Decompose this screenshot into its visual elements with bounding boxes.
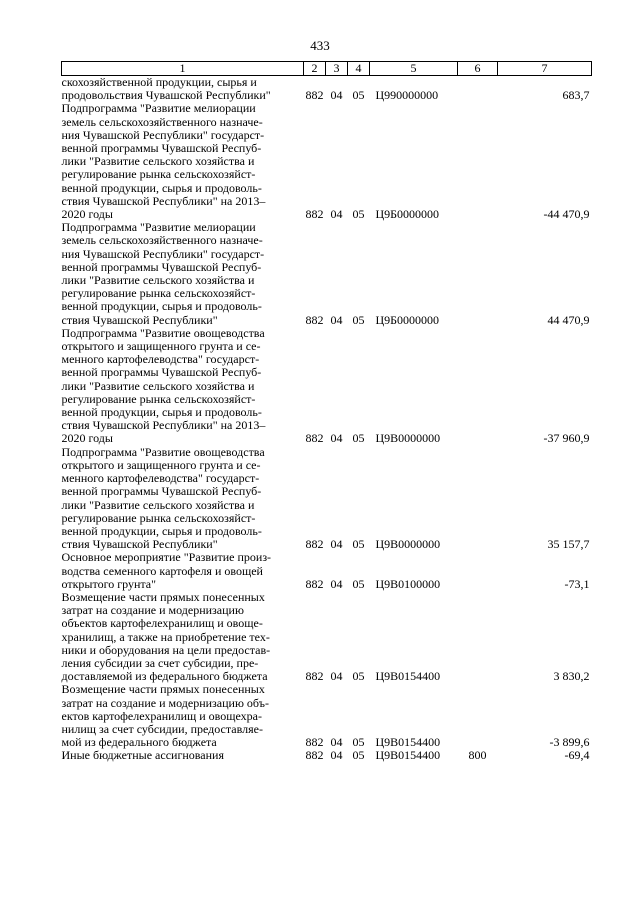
description-line: 2020 годы [61, 431, 113, 446]
description-line: ления субсидии за счет субсидии, пре- [61, 655, 259, 670]
page-number: 433 [310, 38, 330, 53]
target-article-code: Ц9В0100000 [375, 576, 441, 591]
subsection-code: 05 [352, 669, 365, 684]
row-description [62, 221, 304, 327]
description-line: доставляемой из федерального бюджета [61, 669, 268, 684]
column-header: 5 [370, 62, 458, 76]
table-body [62, 76, 592, 763]
row-description [62, 749, 304, 762]
amount-value: 44 470,9 [547, 312, 590, 327]
description-line: ния Чувашской Республики" государст- [61, 246, 265, 261]
row-description [62, 327, 304, 446]
row-description [62, 446, 304, 552]
column-header: 3 [326, 62, 348, 76]
amount-value: 683,7 [562, 88, 590, 103]
description-line: менного картофелеводства" государст- [61, 352, 260, 367]
budget-table [61, 61, 592, 763]
amount-value: 35 157,7 [547, 537, 590, 552]
description-line: лики "Развитие сельского хозяйства и [61, 378, 255, 393]
expense-type-code [458, 102, 498, 221]
expense-type-code [458, 446, 498, 552]
amount-value: -3 899,6 [549, 735, 590, 750]
description-line: регулирование рынка сельскохозяйст- [61, 286, 256, 301]
target-article-code: Ц9В0000000 [375, 537, 441, 552]
description-line: Подпрограмма "Развитие мелиорации [61, 101, 256, 116]
table-row [62, 221, 592, 327]
row-description [62, 591, 304, 683]
table-row [62, 102, 592, 221]
description-line: ствия Чувашской Республики" [61, 312, 218, 327]
description-line: венной программы Чувашской Респуб- [61, 141, 262, 156]
description-line: ектов картофелехранилищ и овощехра- [61, 708, 262, 723]
expense-type-code [458, 76, 498, 103]
description-line: Иные бюджетные ассигнования [61, 748, 224, 763]
description-line: венной программы Чувашской Респуб- [61, 259, 262, 274]
description-line: лики "Развитие сельского хозяйства и [61, 497, 255, 512]
ministry-code: 882 [305, 312, 324, 327]
expense-type-code [458, 683, 498, 749]
row-description [62, 102, 304, 221]
table-row [62, 76, 592, 103]
column-header: 1 [62, 62, 304, 76]
table-row [62, 749, 592, 762]
section-code: 04 [330, 576, 343, 591]
description-line: венной продукции, сырья и продоволь- [61, 180, 262, 195]
description-line: Подпрограмма "Развитие овощеводства [61, 444, 265, 459]
target-article-code: Ц990000000 [375, 88, 439, 103]
section-code: 04 [330, 748, 343, 763]
description-line: земель сельскохозяйственного назначе- [61, 114, 263, 129]
description-line: регулирование рынка сельскохозяйст- [61, 510, 256, 525]
ministry-code: 882 [305, 669, 324, 684]
subsection-code: 05 [352, 537, 365, 552]
description-line: ствия Чувашской Республики" [61, 537, 218, 552]
subsection-code: 05 [352, 748, 365, 763]
section-code: 04 [330, 88, 343, 103]
section-code: 04 [330, 669, 343, 684]
description-line: венной программы Чувашской Респуб- [61, 365, 262, 380]
description-line: скохозяйственной продукции, сырья и [61, 75, 257, 89]
description-line: Подпрограмма "Развитие овощеводства [61, 325, 265, 340]
description-line: ствия Чувашской Республики" на 2013– [61, 193, 266, 208]
ministry-code: 882 [305, 576, 324, 591]
description-line: ствия Чувашской Республики" на 2013– [61, 418, 266, 433]
description-line: Возмещение части прямых понесенных [61, 589, 265, 604]
ministry-code: 882 [305, 88, 324, 103]
description-line: земель сельскохозяйственного назначе- [61, 233, 263, 248]
description-line: 2020 годы [61, 207, 113, 222]
target-article-code: Ц9В0154400 [375, 735, 441, 750]
expense-type-code [458, 327, 498, 446]
description-line: открытого и защищенного грунта и се- [61, 457, 261, 472]
section-code: 04 [330, 735, 343, 750]
subsection-code: 05 [352, 735, 365, 750]
target-article-code: Ц9Б0000000 [375, 312, 440, 327]
subsection-code: 05 [352, 207, 365, 222]
target-article-code: Ц9Б0000000 [375, 207, 440, 222]
amount-value: 3 830,2 [553, 669, 590, 684]
description-line: лики "Развитие сельского хозяйства и [61, 273, 255, 288]
description-line: ники и оборудования на цели предостав- [61, 642, 271, 657]
ministry-code: 882 [305, 748, 324, 763]
description-line: Возмещение части прямых понесенных [61, 682, 265, 697]
description-line: регулирование рынка сельскохозяйст- [61, 167, 256, 182]
description-line: нилищ за счет субсидии, предоставляе- [61, 721, 263, 736]
section-code: 04 [330, 207, 343, 222]
column-header: 2 [304, 62, 326, 76]
description-line: затрат на создание и модернизацию [61, 603, 244, 618]
section-code: 04 [330, 312, 343, 327]
subsection-code: 05 [352, 576, 365, 591]
target-article-code: Ц9В0000000 [375, 431, 441, 446]
amount-value: -44 470,9 [543, 207, 590, 222]
ministry-code: 882 [305, 431, 324, 446]
column-header: 4 [348, 62, 370, 76]
table-row [62, 683, 592, 749]
ministry-code: 882 [305, 207, 324, 222]
description-line: открытого грунта" [61, 576, 156, 591]
description-line: Подпрограмма "Развитие мелиорации [61, 220, 256, 235]
description-line: венной продукции, сырья и продоволь- [61, 299, 262, 314]
description-line: Основное мероприятие "Развитие произ- [61, 550, 272, 565]
description-line: ния Чувашской Республики" государст- [61, 127, 265, 142]
section-code: 04 [330, 431, 343, 446]
description-line: лики "Развитие сельского хозяйства и [61, 154, 255, 169]
description-line: затрат на создание и модернизацию объ- [61, 695, 269, 710]
row-description [62, 683, 304, 749]
subsection-code: 05 [352, 312, 365, 327]
table-row [62, 591, 592, 683]
column-header: 6 [458, 62, 498, 76]
description-line: венной продукции, сырья и продоволь- [61, 523, 262, 538]
amount-value: -37 960,9 [543, 431, 590, 446]
row-description [62, 551, 304, 591]
table-row [62, 446, 592, 552]
target-article-code: Ц9В0154400 [375, 748, 441, 763]
expense-type-code: 800 [468, 748, 487, 763]
description-line: венной продукции, сырья и продоволь- [61, 405, 262, 420]
expense-type-code [458, 551, 498, 591]
description-line: мой из федерального бюджета [61, 735, 217, 750]
amount-value: -73,1 [564, 576, 590, 591]
section-code: 04 [330, 537, 343, 552]
description-line: продовольствия Чувашской Республики" [61, 88, 271, 103]
table-row [62, 551, 592, 591]
expense-type-code [458, 221, 498, 327]
table-header-row [62, 62, 592, 76]
column-header: 7 [498, 62, 592, 76]
description-line: открытого и защищенного грунта и се- [61, 339, 261, 354]
description-line: водства семенного картофеля и овощей [61, 563, 263, 578]
description-line: венной программы Чувашской Респуб- [61, 484, 262, 499]
table-row [62, 327, 592, 446]
description-line: объектов картофелехранилищ и овоще- [61, 616, 263, 631]
target-article-code: Ц9В0154400 [375, 669, 441, 684]
description-line: регулирование рынка сельскохозяйст- [61, 391, 256, 406]
expense-type-code [458, 591, 498, 683]
ministry-code: 882 [305, 735, 324, 750]
amount-value: -69,4 [564, 748, 590, 763]
ministry-code: 882 [305, 537, 324, 552]
description-line: менного картофелеводства" государст- [61, 471, 260, 486]
subsection-code: 05 [352, 431, 365, 446]
description-line: хранилищ, а также на приобретение тех- [61, 629, 270, 644]
row-description [62, 76, 304, 103]
subsection-code: 05 [352, 88, 365, 103]
